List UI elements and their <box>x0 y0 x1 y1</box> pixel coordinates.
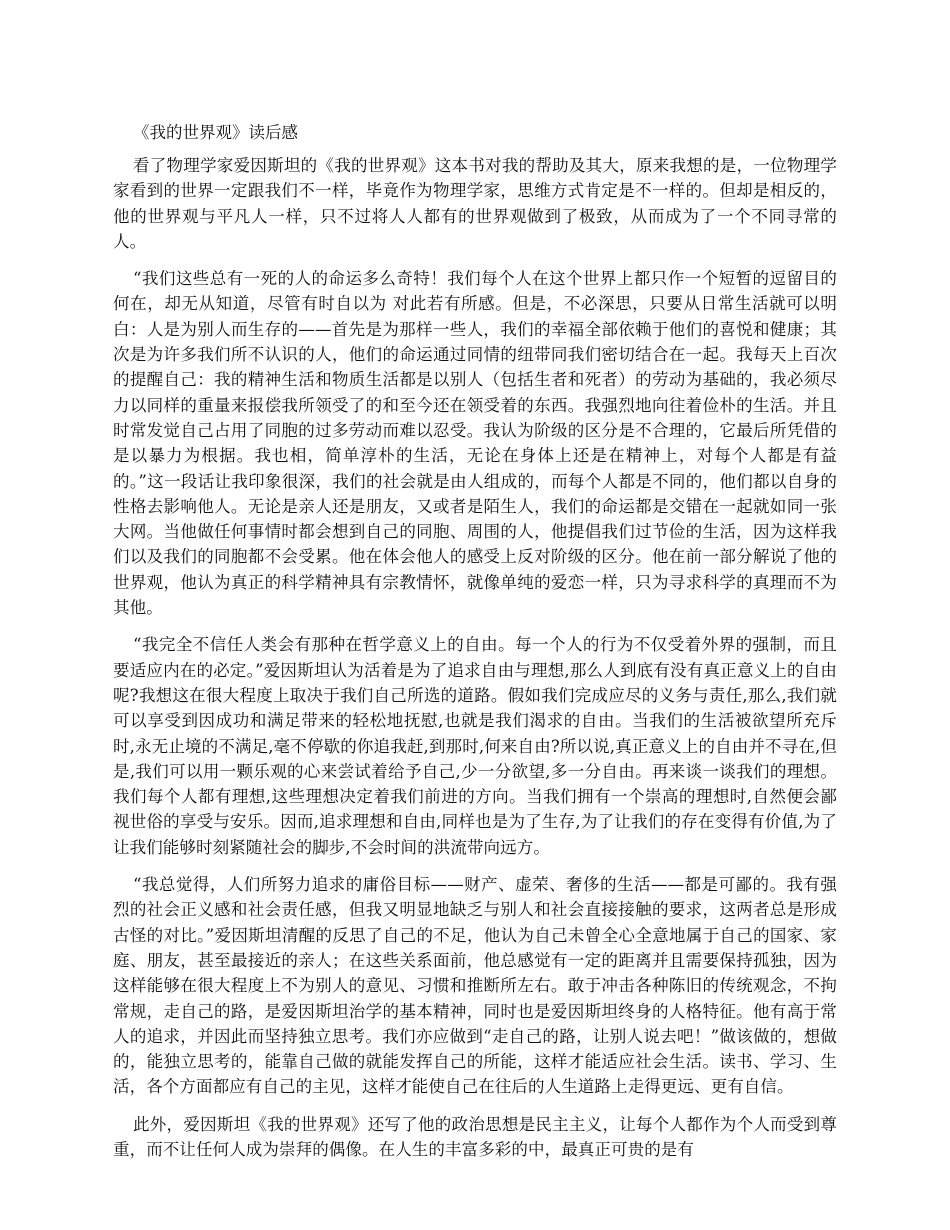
document-title: 《我的世界观》读后感 <box>133 123 298 142</box>
document-page <box>113 120 837 1174</box>
paragraph-2: “我们这些总有一死的人的命运多么奇特！我们每个人在这个世界上都只作一个短暂的逗留目的何在，却无从知道，尽管有时自以为 对此若有所感。但是，不必深思，只要从日常生活就可以明白：人是为别人而生存的——首先是为那样一些人，我们的幸福全部依赖于他们的喜悦和健康；其次是为许多我们所不认识的人，他们的命运通过同情的纽带同我们密切结合在一起。我每天上百次的提醒自己：我的精神生活和物质生活都是以别人（包括生者和死者）的劳动为基础的，我必须尽力以同样的重量来报偿我所领受了的和至今还在领受着的东西。我强烈地向往着俭朴的生活。并且时常发觉自己占用了同胞的过多劳动而难以忍受。我认为阶级的区分是不合理的，它最后所凭借的是以暴力为根据。我也相，简单淳朴的生活，无论在身体上还是在精神上，对每个人都是有益的。”这一段话让我印象很深，我们的社会就是由人组成的，而每个人都是不同的，他们都以自身的性格去影响他人。无论是亲人还是朋友，又或者是陌生人，我们的命运都是交错在一起就如同一张大网。当他做任何事情时都会想到自己的同胞、周围的人，他提倡我们过节俭的生活，因为这样我们以及我们的同胞都不会受累。他在体会他人的感受上反对阶级的区分。他在前一部分解说了他的世界观，他认为真正的科学精神具有宗教情怀，就像单纯的爱恋一样，只为寻求科学的真理而不为其他。 <box>113 269 837 618</box>
paragraph-5: 此外，爱因斯坦《我的世界观》还写了他的政治思想是民主主义，让每个人都作为个人而受到尊重，而不让任何人成为崇拜的偶像。在人生的丰富多彩的中，最真正可贵的是有 <box>113 1114 837 1159</box>
paragraph-4: “我总觉得，人们所努力追求的庸俗目标——财产、虚荣、奢侈的生活——都是可鄙的。我有强烈的社会正义感和社会责任感，但我又明显地缺乏与别人和社会直接接触的要求，这两者总是形成古怪的对比。”爱因斯坦清醒的反思了自己的不足，他认为自己未曾全心全意地属于自己的国家、家庭、朋友，甚至最接近的亲人；在这些关系面前，他总感觉有一定的距离并且需要保持孤独，因为这样能够在很大程度上不为别人的意见、习惯和推断所左右。敢于冲击各种陈旧的传统观念，不拘常规，走自己的路，是爱因斯坦治学的基本精神，同时也是爱因斯坦终身的人格特征。他有高于常人的追求，并因此而坚持独立思考。我们亦应做到“走自己的路，让别人说去吧！”做该做的，想做的，能独立思考的，能靠自己做的就能发挥自己的所能，这样才能适应社会生活。读书、学习、生活，各个方面都应有自己的主见，这样才能使自己在往后的人生道路上走得更远、更有自信。 <box>113 875 837 1097</box>
paragraph-1: 看了物理学家爱因斯坦的《我的世界观》这本书对我的帮助及其大，原来我想的是，一位物理学家看到的世界一定跟我们不一样，毕竟作为物理学家，思维方式肯定是不一样的。但却是相反的，他的世界观与平凡人一样，只不过将人人都有的世界观做到了极致，从而成为了一个不同寻常的人。 <box>113 156 837 251</box>
paragraph-3: “我完全不信任人类会有那种在哲学意义上的自由。每一个人的行为不仅受着外界的强制，而且要适应内在的必定。”爱因斯坦认为活着是为了追求自由与理想,那么人到底有没有真正意义上的自由呢?我想这在很大程度上取决于我们自己所选的道路。假如我们完成应尽的义务与责任,那么,我们就可以享受到因成功和满足带来的轻松地抚慰,也就是我们渴求的自由。当我们的生活被欲望所充斥时,永无止境的不满足,毫不停歇的你追我赶,到那时,何来自由?所以说,真正意义上的自由并不寻在,但是,我们可以用一颗乐观的心来尝试着给予自己,少一分欲望,多一分自由。再来谈一谈我们的理想。我们每个人都有理想,这些理想决定着我们前进的方向。当我们拥有一个崇高的理想时,自然便会鄙视世俗的享受与安乐。因而,追求理想和自由,同样也是为了生存,为了让我们的存在变得有价值,为了让我们能够时刻紧随社会的脚步,不会时间的洪流带向远方。 <box>113 635 837 857</box>
